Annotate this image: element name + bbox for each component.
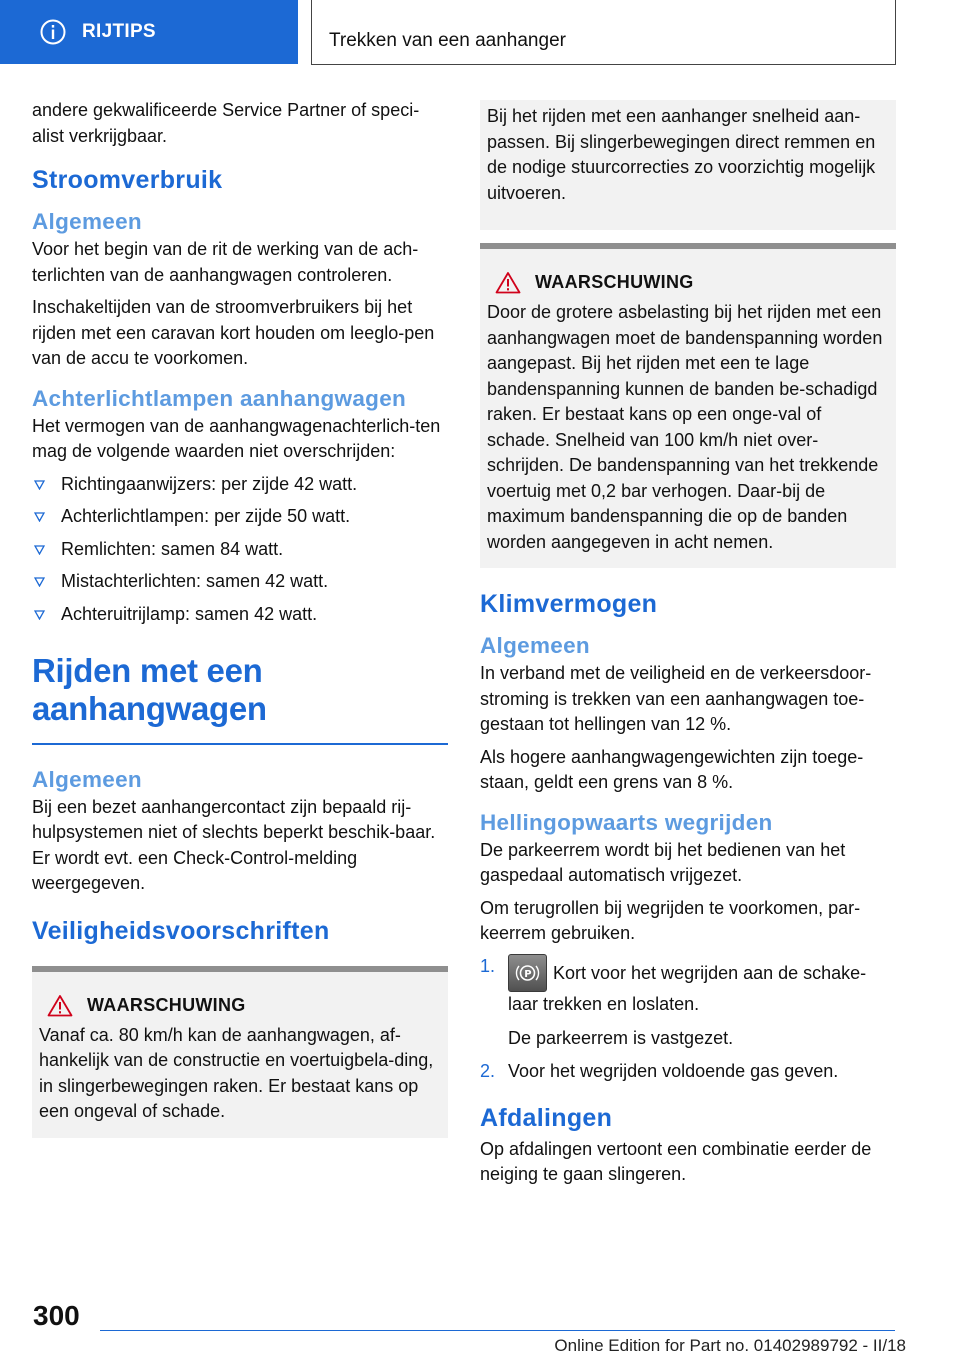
step-number: 2. <box>480 1060 496 1081</box>
section-label: RIJTIPS <box>82 21 156 42</box>
list-item <box>32 472 448 497</box>
triangle-bullet-icon <box>34 577 45 587</box>
note-box <box>480 100 896 230</box>
paragraph: Als hogere aanhangwagengewichten zijn toege-staan, geldt een grens van 8 %. <box>480 746 864 792</box>
list-item <box>32 602 448 627</box>
triangle-bullet-icon <box>34 610 45 620</box>
footer-divider <box>100 1330 895 1331</box>
list-item-text: Achterlichtlampen: per zijde 50 watt. <box>61 506 351 526</box>
list-item <box>480 1059 896 1084</box>
svg-text:P: P <box>524 968 532 980</box>
list-item <box>32 504 448 529</box>
paragraph: Bij een bezet aanhangercontact zijn bepaald rij-hulpsystemen niet of slechts beperkt beschik-baar. Er wordt evt. een Check-Control-melding weergegeven. <box>32 796 436 893</box>
algemeen-heading: Algemeen <box>32 209 142 234</box>
warning-text: Vanaf ca. 80 km/h kan de aanhangwagen, af-hankelijk van de constructie en voertuigbela-ding, in slingerbewegingen raken. Er bestaat kans op een ongeval of schade. <box>39 1024 434 1121</box>
warning-box <box>480 243 896 568</box>
paragraph: Voor het begin van de rit de werking van de ach-terlichten van de aanhangwagen controleren. <box>32 239 419 285</box>
list-item-text: Richtingaanwijzers: per zijde 42 watt. <box>61 473 358 494</box>
step-result-text: De parkeerrem is vastgezet. <box>508 1027 734 1048</box>
list-item <box>32 537 448 562</box>
achterlichtlampen-heading: Achterlichtlampen aanhangwagen <box>32 385 407 411</box>
afdalingen-heading: Afdalingen <box>480 1103 613 1132</box>
chapter-title: Trekken van een aanhanger <box>329 30 566 51</box>
triangle-bullet-icon <box>34 512 45 522</box>
warning-triangle-icon <box>47 994 73 1017</box>
list-item-text: Achteruitrijlamp: samen 42 watt. <box>61 603 318 624</box>
warning-triangle-icon <box>495 271 521 294</box>
wattage-list <box>32 472 448 627</box>
right-column <box>480 102 896 1195</box>
warning-title: WAARSCHUWING <box>535 272 694 292</box>
step-text: Voor het wegrijden voldoende gas geven. <box>508 1060 839 1081</box>
list-item-text: Remlichten: samen 84 watt. <box>61 538 284 559</box>
klimvermogen-heading: Klimvermogen <box>480 590 658 618</box>
warning-header <box>39 994 441 1017</box>
list-item <box>480 954 896 1051</box>
list-item <box>32 569 448 594</box>
paragraph: Op afdalingen vertoont een combinatie eerder de neiging te gaan slingeren. <box>480 1138 872 1184</box>
paragraph: Inschakeltijden van de stroomverbruikers bij het rijden met een caravan kort houden om leeglo-pen van de accu te voorkomen. <box>32 297 435 368</box>
algemeen-heading: Algemeen <box>32 766 142 792</box>
warning-text: Door de grotere asbelasting bij het rijden met een aanhangwagen moet de bandenspanning worden aangepast. Bij het rijden met een te lage bandenspanning kunnen de banden be-schadigd raken. Er bestaat kans op een onge-val of schade. Snelheid van 100 km/h niet over-schrijden. De bandenspanning van het trekkende voertuig met 0,2 bar verhogen. Daar-bij de maximum bandenspanning die op de banden worden aangegeven in acht nemen. <box>487 302 883 552</box>
triangle-bullet-icon <box>34 545 45 555</box>
warning-box <box>32 966 448 1138</box>
paragraph: In verband met de veiligheid en de verkeersdoor-stroming is trekken van een aanhangwagen toe-gestaan tot hellingen van 12 %. <box>480 663 872 734</box>
note-text: Bij het rijden met een aanhanger snelheid aan-passen. Bij slingerbewegingen direct remmen en de nodige stuurcorrecties zo voorzichtig mogelijk uitvoeren. <box>487 106 876 203</box>
list-item-text: Mistachterlichten: samen 42 watt. <box>61 571 329 591</box>
page-header <box>0 0 960 66</box>
main-heading: Rijden met een aanhangwagen <box>32 652 448 745</box>
info-icon <box>40 19 66 45</box>
veiligheidsvoorschriften-heading: Veiligheidsvoorschriften <box>32 916 330 945</box>
triangle-bullet-icon <box>34 480 45 490</box>
warning-title: WAARSCHUWING <box>87 994 246 1015</box>
paragraph: Het vermogen van de aanhangwagenachterlich-ten mag de volgende waarden niet overschrijden: <box>32 415 441 461</box>
steps-list <box>480 954 896 1084</box>
stroomverbruik-heading: Stroomverbruik <box>32 166 223 194</box>
step-number: 1. <box>480 955 496 976</box>
hellingopwaarts-heading: Hellingopwaarts wegrijden <box>480 809 773 835</box>
warning-header <box>487 271 889 294</box>
edition-text: Online Edition for Part no. 01402989792 - II/18 <box>554 1336 906 1355</box>
paragraph: De parkeerrem wordt bij het bedienen van het gaspedaal automatisch vrijgezet. <box>480 839 846 885</box>
algemeen-heading: Algemeen <box>480 633 590 658</box>
chapter-box <box>311 0 896 65</box>
paragraph: Om terugrollen bij wegrijden te voorkomen, par-keerrem gebruiken. <box>480 897 861 943</box>
parking-brake-icon <box>508 954 547 992</box>
step-text: Kort voor het wegrijden aan de schake-laar trekken en loslaten. <box>508 962 867 1014</box>
left-column <box>32 98 448 1138</box>
intro-text: andere gekwalificeerde Service Partner of speci-alist verkrijgbaar. <box>32 100 420 146</box>
page-number: 300 <box>33 1300 80 1331</box>
section-tab <box>0 0 298 64</box>
